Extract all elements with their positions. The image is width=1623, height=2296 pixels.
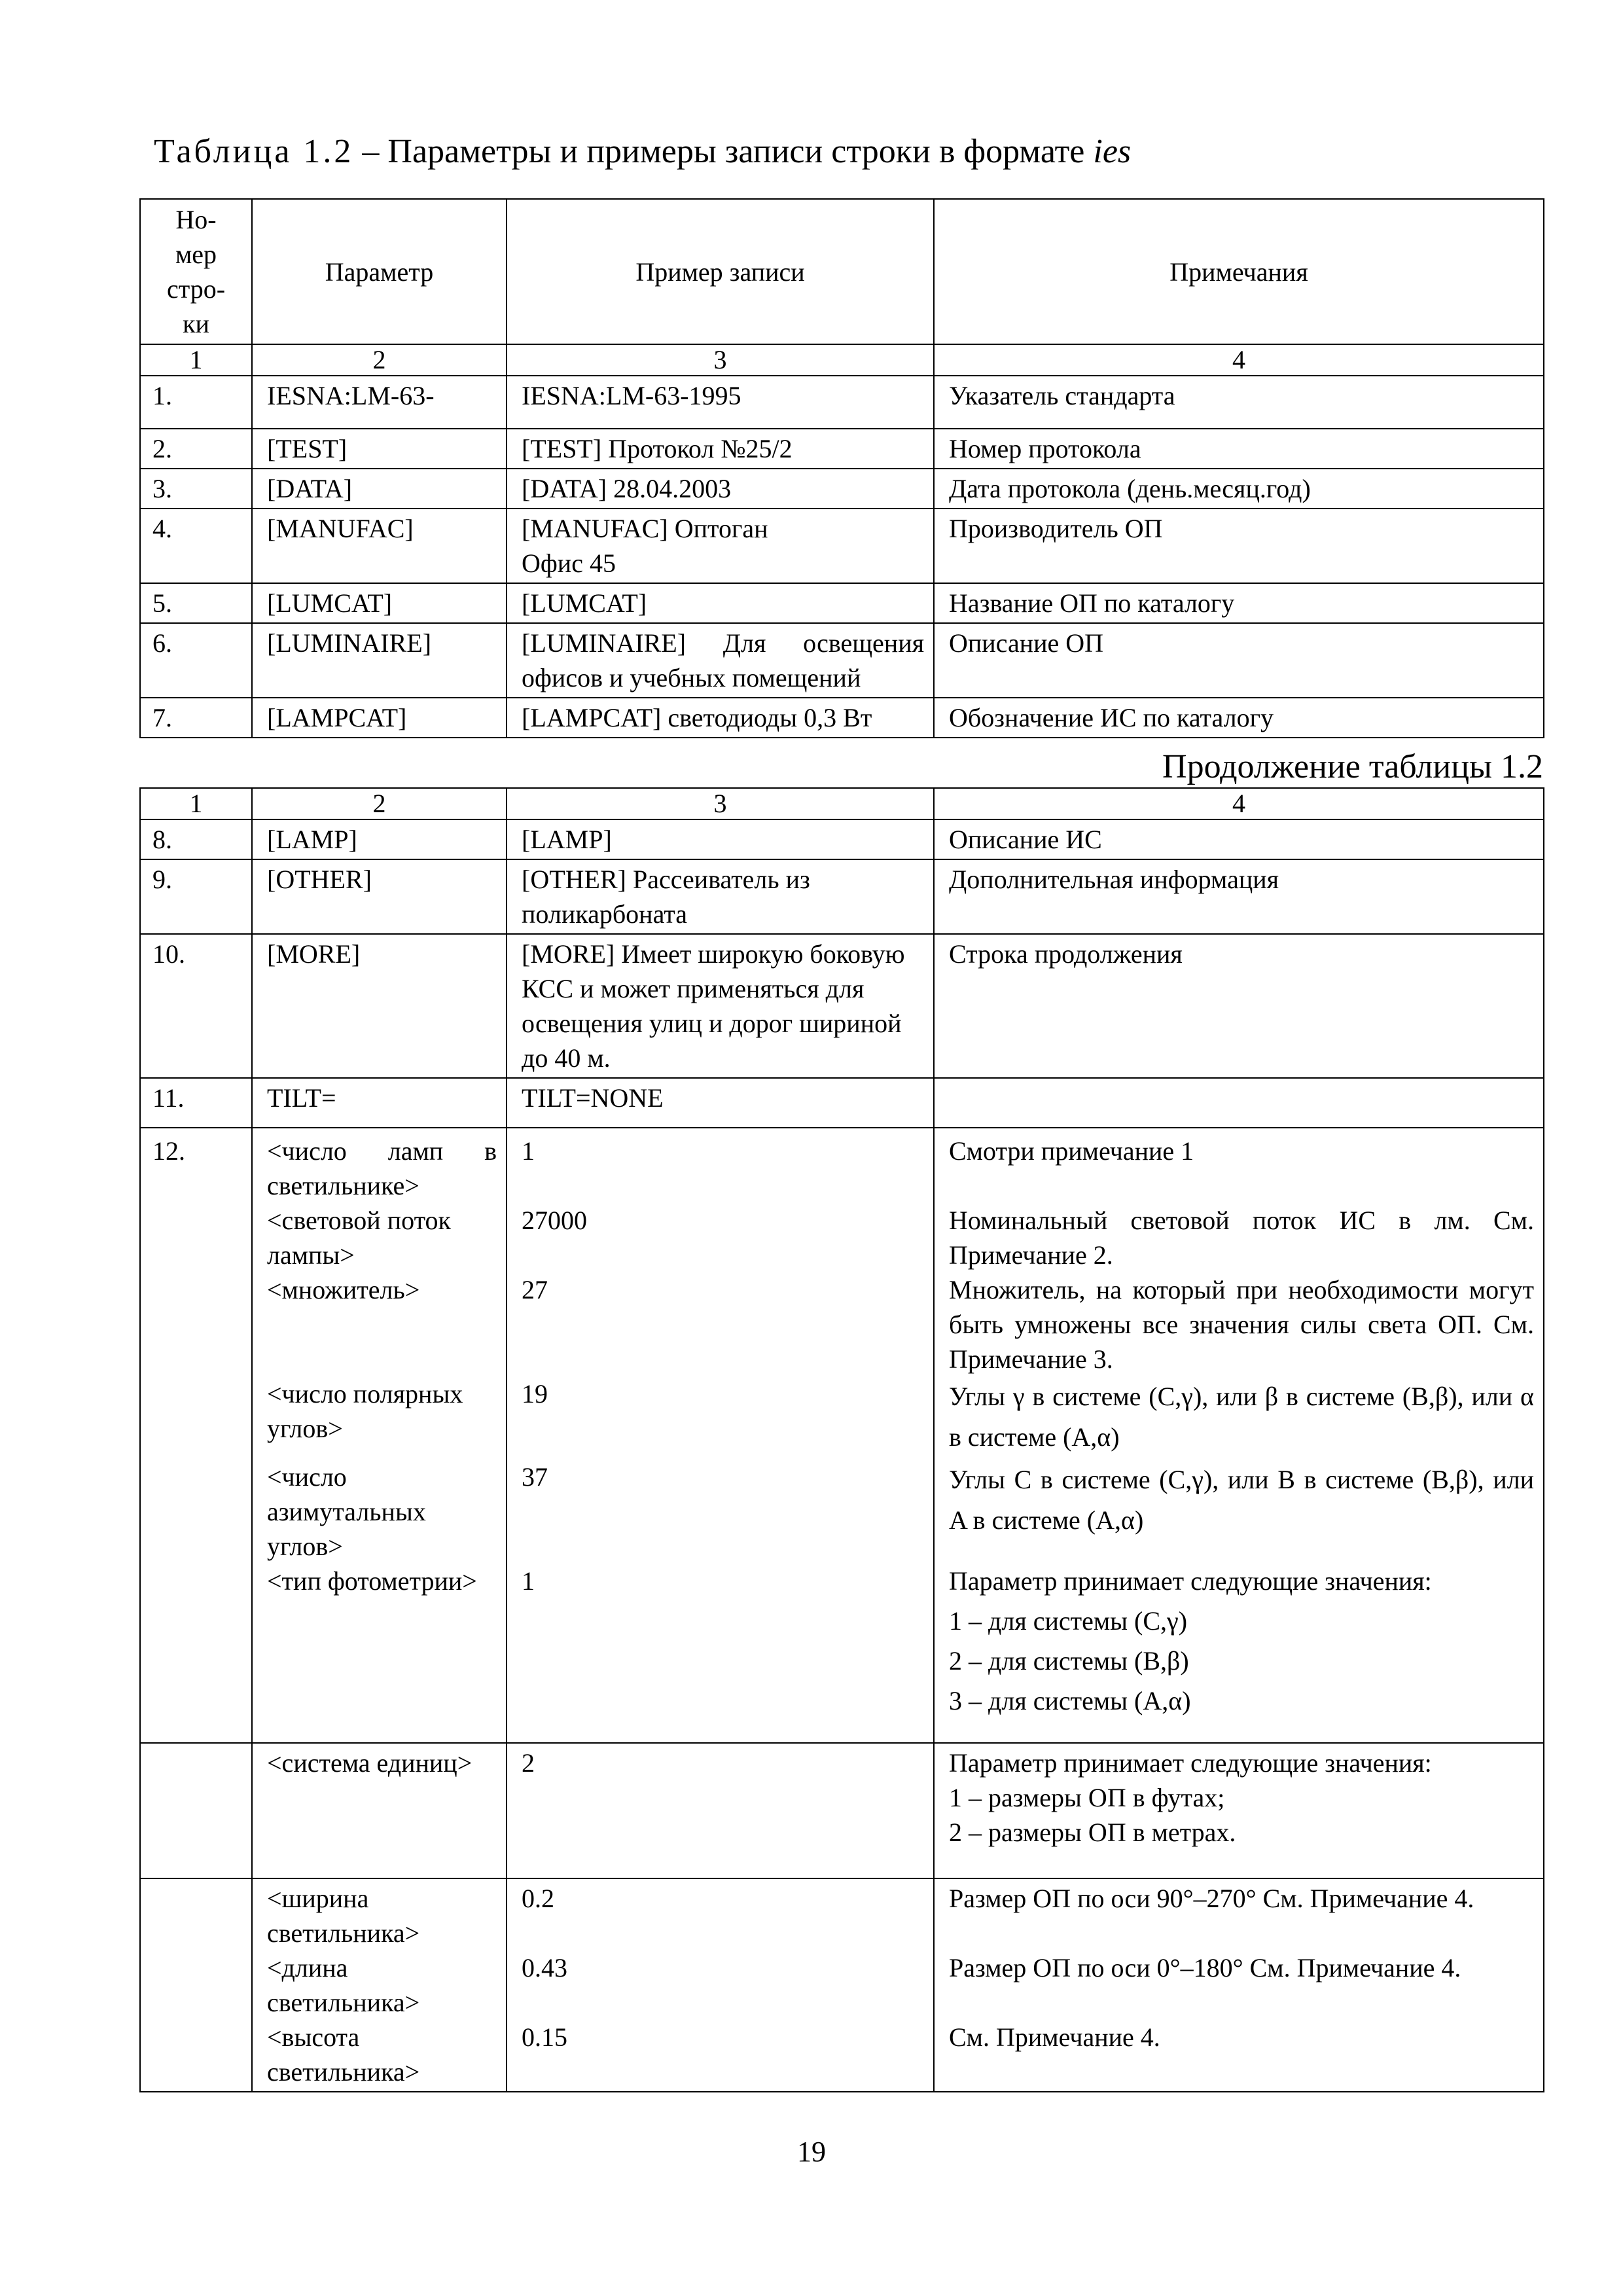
parameters-table-continued bbox=[139, 787, 1544, 2092]
table-row bbox=[140, 1128, 1544, 1743]
row-note: Дополнительная информация bbox=[934, 859, 1544, 934]
param-length: <длина светильника> bbox=[267, 1953, 420, 2017]
column-index: 1 bbox=[140, 788, 252, 819]
table-row bbox=[140, 469, 1544, 509]
row-param: [LAMP] bbox=[252, 819, 507, 859]
row-example bbox=[507, 1128, 934, 1743]
row-example: [LUMINAIRE] Для освещения офисов и учебных помещений bbox=[507, 623, 934, 698]
value-length: 0.43 bbox=[522, 1953, 567, 1982]
row-number: 2. bbox=[140, 429, 252, 469]
note-length: Размер ОП по оси 0°–180° См. Примечание 4. bbox=[949, 1953, 1461, 1982]
row-param: [TEST] bbox=[252, 429, 507, 469]
value-multiplier: 27 bbox=[522, 1275, 548, 1304]
row-note: Обозначение ИС по каталогу bbox=[934, 698, 1544, 738]
row-example: TILT=NONE bbox=[507, 1078, 934, 1128]
caption-lead: Таблица 1.2 bbox=[154, 133, 354, 170]
table-row bbox=[140, 1878, 1544, 2092]
note-photometry-type bbox=[949, 1564, 1534, 1718]
table-row bbox=[140, 698, 1544, 738]
row-note: Описание ИС bbox=[934, 819, 1544, 859]
header-example: Пример записи bbox=[507, 199, 934, 344]
note-width: Размер ОП по оси 90°–270° См. Примечание 4. bbox=[949, 1884, 1474, 1913]
row-param: IESNA:LM-63- bbox=[252, 376, 507, 429]
column-index: 4 bbox=[934, 788, 1544, 819]
row-note bbox=[934, 1743, 1544, 1878]
row-number: 10. bbox=[140, 934, 252, 1078]
row-note: Указатель стандарта bbox=[934, 376, 1544, 429]
value-width: 0.2 bbox=[522, 1884, 554, 1913]
row-number: 5. bbox=[140, 583, 252, 623]
row-example: [LAMP] bbox=[507, 819, 934, 859]
row-number: 9. bbox=[140, 859, 252, 934]
row-number bbox=[140, 1743, 252, 1878]
header-num-line: ки bbox=[183, 309, 209, 338]
column-index: 3 bbox=[507, 344, 934, 376]
table-row bbox=[140, 583, 1544, 623]
continuation-caption: Продолжение таблицы 1.2 bbox=[1162, 748, 1543, 785]
value-polar-angles: 19 bbox=[522, 1379, 548, 1408]
row-number: 12. bbox=[140, 1128, 252, 1743]
row-note bbox=[934, 1128, 1544, 1743]
column-index: 1 bbox=[140, 344, 252, 376]
param-multiplier: <множитель> bbox=[267, 1275, 420, 1304]
note-luminous-flux: Номинальный световой поток ИС в лм. См. Примечание 2. bbox=[949, 1206, 1534, 1270]
column-index: 2 bbox=[252, 788, 507, 819]
row-param: [LUMINAIRE] bbox=[252, 623, 507, 698]
note-line: 2 – размеры ОП в метрах. bbox=[949, 1818, 1236, 1847]
row-example: 2 bbox=[507, 1743, 934, 1878]
row-param bbox=[252, 1878, 507, 2092]
row-param: [LAMPCAT] bbox=[252, 698, 507, 738]
row-example: [TEST] Протокол №25/2 bbox=[507, 429, 934, 469]
row-example: [OTHER] Рассеиватель из поликарбоната bbox=[507, 859, 934, 934]
parameters-table bbox=[139, 198, 1544, 738]
note-polar-angles: Углы γ в системе (C,γ), или β в системе (B,β), или α в системе (A,α) bbox=[949, 1382, 1534, 1452]
row-number bbox=[140, 1878, 252, 2092]
row-param: [MANUFAC] bbox=[252, 509, 507, 583]
row-param: TILT= bbox=[252, 1078, 507, 1128]
column-index: 4 bbox=[934, 344, 1544, 376]
note-line: 3 – для системы (A,α) bbox=[949, 1686, 1191, 1715]
table-caption bbox=[154, 131, 1131, 173]
row-param bbox=[252, 1128, 507, 1743]
note-line: Параметр принимает следующие значения: bbox=[949, 1748, 1432, 1778]
header-num bbox=[140, 199, 252, 344]
row-number: 7. bbox=[140, 698, 252, 738]
value-lamp-count: 1 bbox=[522, 1136, 535, 1166]
param-width: <ширина светильника> bbox=[267, 1884, 420, 1948]
row-example: [LAMPCAT] светодиоды 0,3 Вт bbox=[507, 698, 934, 738]
param-photometry-type: <тип фотометрии> bbox=[267, 1566, 477, 1596]
note-line: Параметр принимает следующие значения: bbox=[949, 1566, 1432, 1596]
table-row bbox=[140, 429, 1544, 469]
row-note bbox=[934, 1878, 1544, 2092]
row-example bbox=[507, 1878, 934, 2092]
table-row bbox=[140, 934, 1544, 1078]
caption-format: ies bbox=[1093, 133, 1132, 170]
row-note: Дата протокола (день.месяц.год) bbox=[934, 469, 1544, 509]
table-row bbox=[140, 1078, 1544, 1128]
row-example: [DATA] 28.04.2003 bbox=[507, 469, 934, 509]
page-number: 19 bbox=[797, 2136, 826, 2168]
param-luminous-flux: <световой поток лампы> bbox=[267, 1206, 451, 1270]
note-azimuth-angles: Углы C в системе (C,γ), или B в системе (B,β), или A в системе (A,α) bbox=[949, 1465, 1534, 1535]
row-number: 8. bbox=[140, 819, 252, 859]
table-row bbox=[140, 819, 1544, 859]
row-number: 11. bbox=[140, 1078, 252, 1128]
param-height: <высота светильника> bbox=[267, 2022, 420, 2087]
value-photometry-type: 1 bbox=[522, 1566, 535, 1596]
table-row bbox=[140, 509, 1544, 583]
row-note bbox=[934, 1078, 1544, 1128]
column-index: 2 bbox=[252, 344, 507, 376]
table-row bbox=[140, 859, 1544, 934]
row-note: Название ОП по каталогу bbox=[934, 583, 1544, 623]
param-azimuth-angles: <число азимутальных углов> bbox=[267, 1462, 426, 1561]
row-number: 6. bbox=[140, 623, 252, 698]
header-num-line: стро- bbox=[166, 274, 226, 304]
table-row bbox=[140, 1743, 1544, 1878]
row-note: Производитель ОП bbox=[934, 509, 1544, 583]
row-param: [MORE] bbox=[252, 934, 507, 1078]
note-line: 1 – размеры ОП в футах; bbox=[949, 1783, 1225, 1812]
row-example: [MORE] Имеет широкую боковую КСС и может применяться для освещения улиц и дорог шириной до 40 м. bbox=[507, 934, 934, 1078]
note-multiplier: Множитель, на который при необходимости могут быть умножены все значения силы света ОП. См. Примечание 3. bbox=[949, 1275, 1534, 1374]
column-index-row bbox=[140, 344, 1544, 376]
row-note: Строка продолжения bbox=[934, 934, 1544, 1078]
header-param: Параметр bbox=[252, 199, 507, 344]
row-example: [MANUFAC] Оптоган Офис 45 bbox=[507, 509, 934, 583]
row-note: Номер протокола bbox=[934, 429, 1544, 469]
row-param: <система единиц> bbox=[252, 1743, 507, 1878]
table-row bbox=[140, 623, 1544, 698]
row-param: [OTHER] bbox=[252, 859, 507, 934]
row-number: 4. bbox=[140, 509, 252, 583]
value-luminous-flux: 27000 bbox=[522, 1206, 587, 1235]
header-notes: Примечания bbox=[934, 199, 1544, 344]
header-num-line: Но- bbox=[175, 205, 217, 234]
table-row bbox=[140, 376, 1544, 429]
row-param: [LUMCAT] bbox=[252, 583, 507, 623]
header-num-line: мер bbox=[175, 240, 217, 269]
note-line: 1 – для системы (C,γ) bbox=[949, 1606, 1188, 1636]
row-number: 1. bbox=[140, 376, 252, 429]
column-index-row bbox=[140, 788, 1544, 819]
row-number: 3. bbox=[140, 469, 252, 509]
note-height: См. Примечание 4. bbox=[949, 2022, 1160, 2052]
value-height: 0.15 bbox=[522, 2022, 567, 2052]
caption-text: – Параметры и примеры записи строки в формате bbox=[353, 133, 1094, 170]
row-note: Описание ОП bbox=[934, 623, 1544, 698]
table-header-row bbox=[140, 199, 1544, 344]
column-index: 3 bbox=[507, 788, 934, 819]
param-lamp-count: <число ламп в светильнике> bbox=[267, 1136, 497, 1200]
row-param: [DATA] bbox=[252, 469, 507, 509]
row-example: IESNA:LM-63-1995 bbox=[507, 376, 934, 429]
note-lamp-count: Смотри примечание 1 bbox=[949, 1136, 1194, 1166]
param-polar-angles: <число полярных углов> bbox=[267, 1379, 463, 1443]
value-azimuth-angles: 37 bbox=[522, 1462, 548, 1492]
row-example: [LUMCAT] bbox=[507, 583, 934, 623]
note-line: 2 – для системы (B,β) bbox=[949, 1646, 1189, 1676]
